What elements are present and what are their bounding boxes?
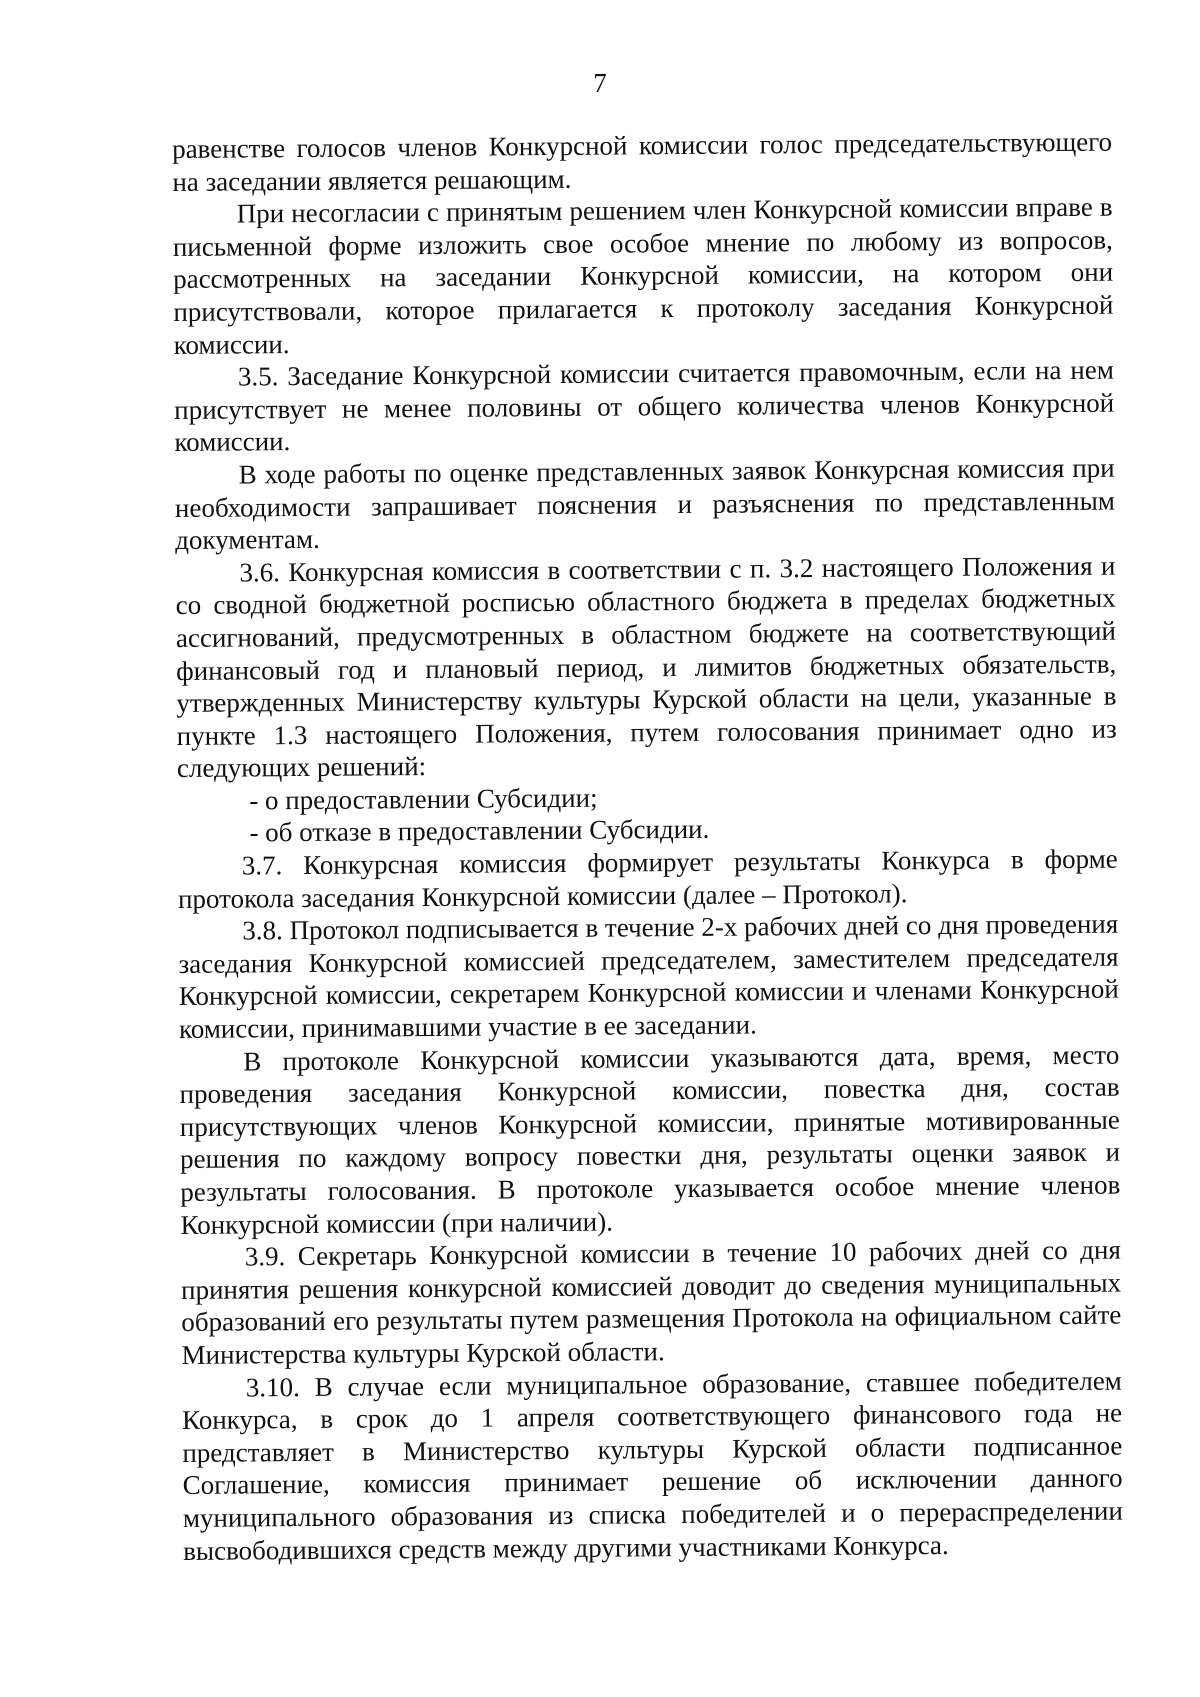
page-number: 7 <box>593 68 607 98</box>
paragraph-protocol-contents: В протоколе Конкурсной комиссии указываются дата, время, место проведения заседания Конкурсной комиссии, повестка дня, состав присутствующих членов Конкурсной комиссии, принятые мотивированные решения по каждому вопросу повестки дня, результаты оценки заявок и результаты голосования. В протоколе указывается особое мнение членов Конкурсной комиссии (при наличии). <box>179 1039 1121 1240</box>
paragraph-3-5: 3.5. Заседание Конкурсной комиссии считается правомочным, если на нем присутствует не менее половины от общего количества членов Конкурсной комиссии. <box>174 354 1115 458</box>
paragraph-evaluation: В ходе работы по оценке представленных заявок Конкурсная комиссия при необходимости запрашивает пояснения и разъяснения по представленным документам. <box>174 452 1116 556</box>
paragraph-3-10: 3.10. В случае если муниципальное образование, ставшее победителем Конкурса, в срок до 1 апреля соответствующего финансового года не представляет в Министерство культуры Курской области подписанное Соглашение, комиссия принимает решение об исключении данного муниципального образования из списка победителей и о перераспределении высвободившихся средств между другими участниками Конкурса. <box>181 1365 1123 1566</box>
list-item-refusal: - об отказе в предоставлении Субсидии. <box>249 814 710 848</box>
paragraph-3-8: 3.8. Протокол подписывается в течение 2-х рабочих дней со дня проведения заседания Конкурсной комиссией председателем, заместителем председателя Конкурсной комиссии, секретарем Конкурсной комиссии и членами Конкурсной комиссии, принимавшими участие в ее заседании. <box>178 908 1119 1045</box>
paragraph-dissent: При несогласии с принятым решением член Конкурсной комиссии вправе в письменной форме изложить свое особое мнение по любому из вопросов, рассмотренных на заседании Конкурсной комиссии, на котором они присутствовали, которое прилагается к протоколу заседания Конкурсной комиссии. <box>172 191 1114 360</box>
paragraph-3-9: 3.9. Секретарь Конкурсной комиссии в течение 10 рабочих дней со дня принятия решения конкурсной комиссией доводит до сведения муниципальных образований его результаты путем размещения Протокола на официальном сайте Министерства культуры Курской области. <box>180 1234 1122 1370</box>
list-item-grant: - о предоставлении Субсидии; <box>249 782 598 816</box>
paragraph-continuation: равенстве голосов членов Конкурсной комиссии голос председательствующего на заседании является решающим. <box>172 126 1113 197</box>
paragraph-3-6: 3.6. Конкурсная комиссия в соответствии с п. 3.2 настоящего Положения и со сводной бюджетной росписью областного бюджета в пределах бюджетных ассигнований, предусмотренных в областном бюджете на соответствующий финансовый год и плановый период, и лимитов бюджетных обязательств, утвержденных Министерству культуры Курской области на цели, указанные в пункте 1.3 настоящего Положения, путем голосования принимает одно из следующих решений: <box>175 550 1117 784</box>
document-body <box>172 126 1123 1567</box>
paragraph-3-7: 3.7. Конкурсная комиссия формирует результаты Конкурса в форме протокола заседания Конкурсной комиссии (далее – Протокол). <box>177 843 1118 914</box>
